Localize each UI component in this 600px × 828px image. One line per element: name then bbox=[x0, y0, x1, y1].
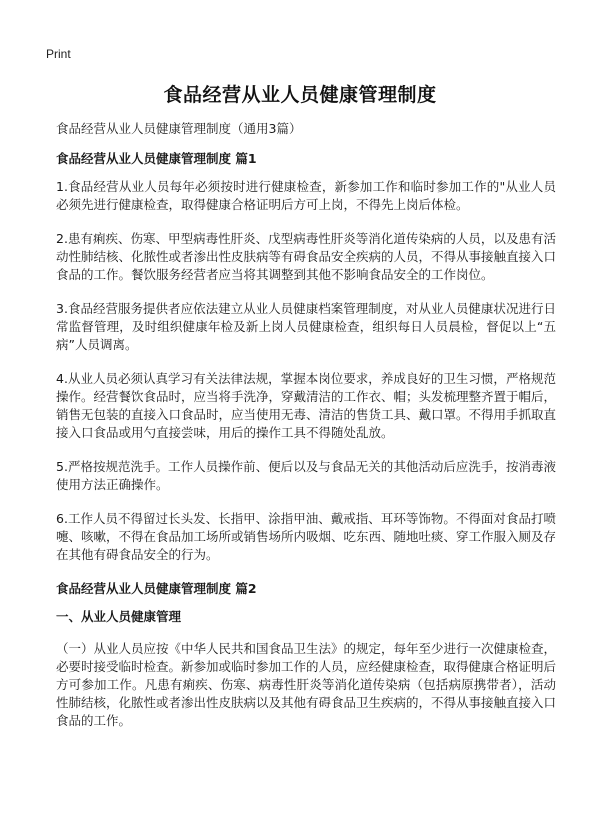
sub-heading: 一、从业人员健康管理 bbox=[56, 609, 182, 624]
paragraph: （一）从业人员应按《中华人民共和国食品卫生法》的规定，每年至少进行一次健康检查，必要时接受临时检查。新参加或临时参加工作的人员，应经健康检查，取得健康合格证明后方可参加工作。凡患有痢疾、伤寒、病毒性肝炎等消化道传染病（包括病原携带者），活动性肺结核，化脓性或者渗出性皮肤病以及其他有碍食品卫生疾病的，不得从事接触直接入口食品的工作。 bbox=[56, 641, 557, 728]
paragraph: 3.食品经营服务提供者应依法建立从业人员健康档案管理制度，对从业人员健康状况进行日常监督管理，及时组织健康年检及新上岗人员健康检查，组织每日人员晨检，督促以上“五病”人员调离。 bbox=[56, 301, 556, 352]
paragraph: 2.患有痢疾、伤寒、甲型病毒性肝炎、戊型病毒性肝炎等消化道传染病的人员，以及患有活动性肺结核、化脓性或者渗出性皮肤病等有碍食品安全疾病的人员，不得从事接触直接入口食品的工作。餐饮服务经营者应当将其调整到其他不影响食品安全的工作岗位。 bbox=[56, 231, 557, 282]
document-subtitle: 食品经营从业人员健康管理制度（通用3篇） bbox=[56, 121, 302, 136]
section-heading-1: 食品经营从业人员健康管理制度 篇1 bbox=[56, 151, 257, 166]
section-heading-2: 食品经营从业人员健康管理制度 篇2 bbox=[56, 581, 257, 596]
paragraph: 4.从业人员必须认真学习有关法律法规，掌握本岗位要求，养成良好的卫生习惯，严格规范操作。经营餐饮食品时，应当将手洗净，穿戴清洁的工作衣、帽；头发梳理整齐置于帽后，销售无包装的直接入口食品时，应当使用无毒、清洁的售货工具、戴口罩。不得用手抓取直接入口食品或用勺直接尝味，用后的操作工具不得随处乱放。 bbox=[56, 371, 557, 440]
document-body bbox=[56, 120, 556, 746]
paragraph: 1.食品经营从业人员每年必须按时进行健康检查，新参加工作和临时参加工作的"从业人员必须先进行健康检查，取得健康合格证明后方可上岗，不得先上岗后体检。 bbox=[56, 179, 556, 212]
paragraph: 6.工作人员不得留过长头发、长指甲、涂指甲油、戴戒指、耳环等饰物。不得面对食品打喷嚏、咳嗽，不得在食品加工场所或销售场所内吸烟、吃东西、随地吐痰、穿工作服入厕及存在其他有碍食品安全的行为。 bbox=[56, 511, 557, 562]
document-title: 食品经营从业人员健康管理制度 bbox=[163, 84, 437, 106]
print-link[interactable]: Print bbox=[46, 47, 71, 61]
paragraph: 5.严格按规范洗手。工作人员操作前、便后以及与食品无关的其他活动后应洗手，按消毒液使用方法正确操作。 bbox=[56, 459, 556, 492]
